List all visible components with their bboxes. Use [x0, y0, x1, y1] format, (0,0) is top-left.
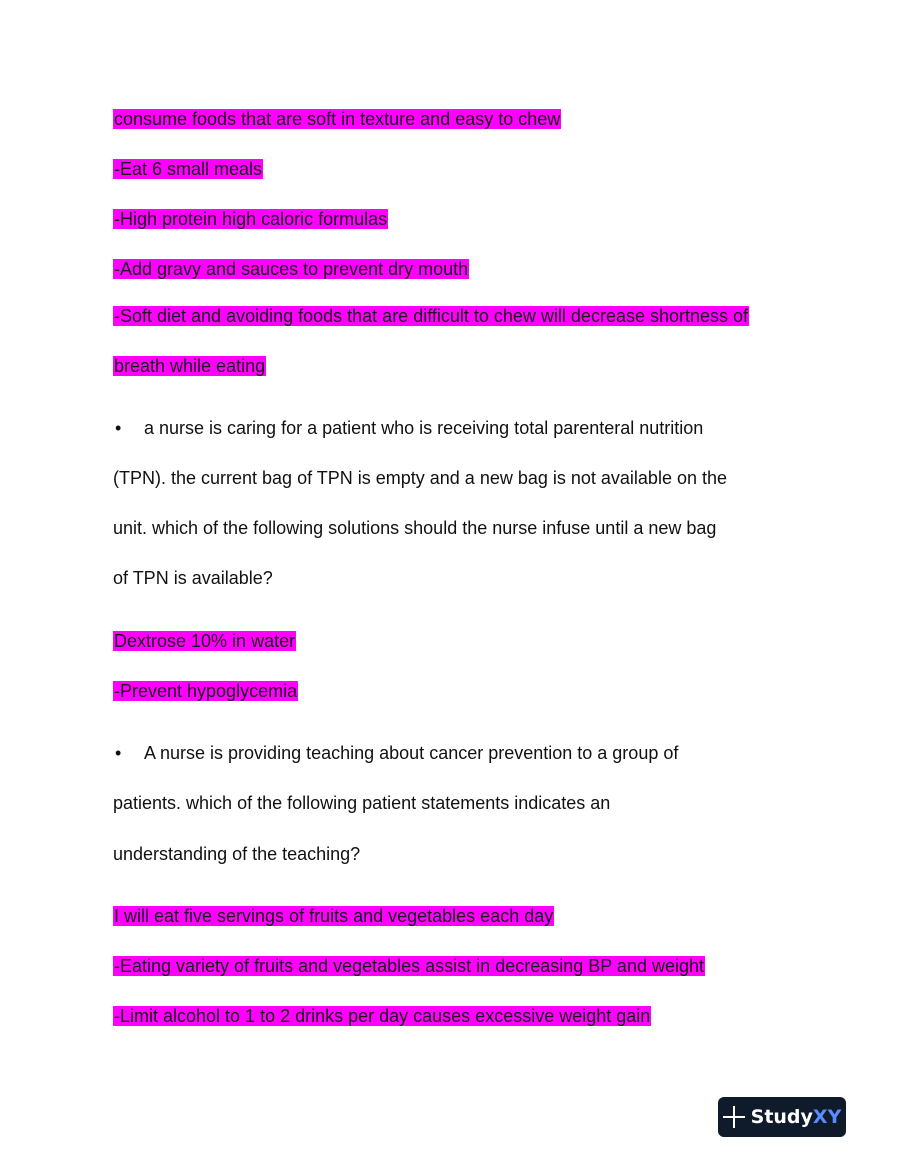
- question-line: understanding of the teaching?: [113, 844, 361, 864]
- question-line: patients. which of the following patient statements indicates an: [113, 793, 611, 813]
- answer-line: -Limit alcohol to 1 to 2 drinks per day causes excessive weight gain: [114, 1006, 651, 1026]
- answer-line: consume foods that are soft in texture and easy to chew: [114, 109, 561, 129]
- bullet-marker: •: [115, 743, 122, 763]
- answer-line: -Soft diet and avoiding foods that are difficult to chew will decrease shortness of: [114, 306, 749, 326]
- answer-line: Dextrose 10% in water: [114, 631, 296, 651]
- answer-line: -Add gravy and sauces to prevent dry mouth: [114, 259, 469, 279]
- answer-line: -Eating variety of fruits and vegetables assist in decreasing BP and weight: [114, 956, 705, 976]
- question-line: a nurse is caring for a patient who is receiving total parenteral nutrition: [144, 418, 704, 438]
- answer-line: -Eat 6 small meals: [114, 159, 263, 179]
- answer-line: I will eat five servings of fruits and vegetables each day: [114, 906, 554, 926]
- question-line: (TPN). the current bag of TPN is empty and a new bag is not available on the: [113, 468, 727, 488]
- question-line: of TPN is available?: [113, 568, 273, 588]
- plus-icon: [723, 1106, 745, 1128]
- question-line: A nurse is providing teaching about cancer prevention to a group of: [144, 743, 679, 763]
- answer-line: -Prevent hypoglycemia: [114, 681, 298, 701]
- badge-brand: StudyXY: [750, 1106, 842, 1128]
- answer-line: -High protein high caloric formulas: [114, 209, 388, 229]
- studyxy-badge[interactable]: [718, 1097, 846, 1137]
- answer-line: breath while eating: [114, 356, 266, 376]
- question-line: unit. which of the following solutions should the nurse infuse until a new bag: [113, 518, 717, 538]
- bullet-marker: •: [115, 418, 122, 438]
